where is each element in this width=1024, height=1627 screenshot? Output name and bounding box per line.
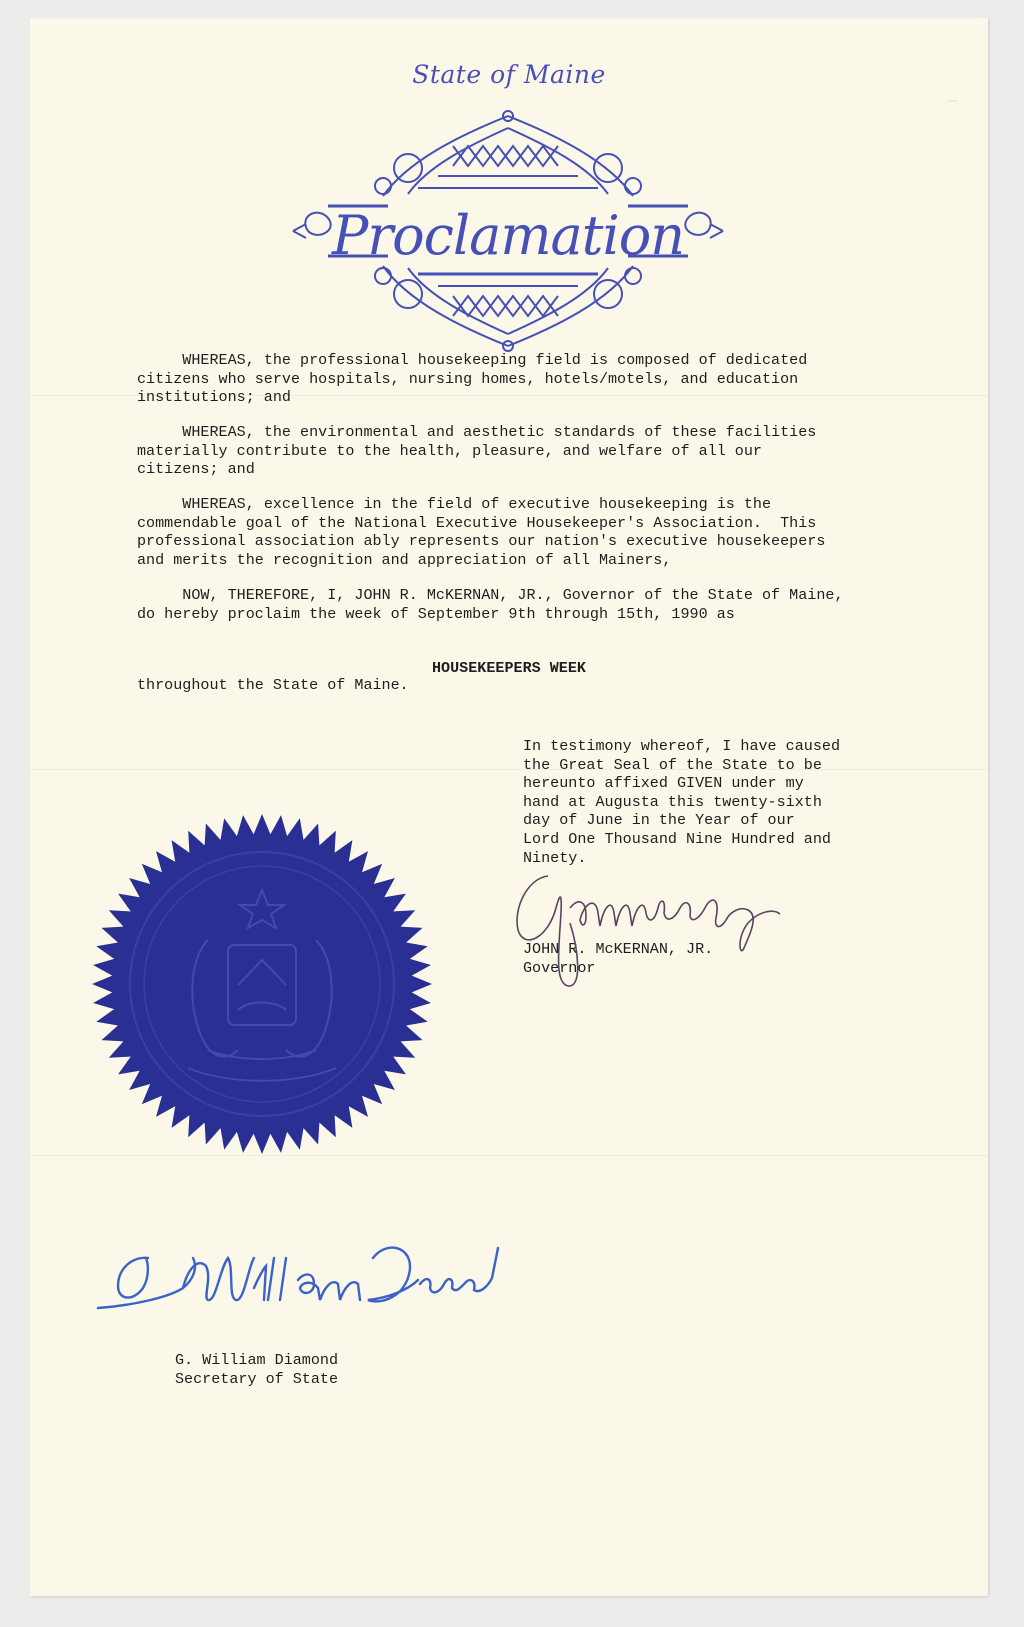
week-title: HOUSEKEEPERS WEEK: [432, 659, 586, 677]
governor-name: JOHN R. McKERNAN, JR.: [523, 940, 714, 958]
margin-mark: |: [946, 98, 957, 105]
state-title: State of Maine: [412, 60, 606, 89]
secretary-name: G. William Diamond: [175, 1351, 339, 1369]
proclamation-word: Proclamation: [331, 204, 685, 267]
secretary-signature: [88, 1228, 508, 1328]
great-seal: [88, 810, 436, 1158]
throughout-line: throughout the State of Maine.: [137, 676, 409, 694]
proclamation-ornament: [288, 106, 728, 356]
whereas-paragraph-2: WHEREAS, the environmental and aesthetic standards of these facilities materially contribute to the health, pleasure, and welfare of all our citizens; and: [137, 423, 817, 479]
whereas-paragraph-1: WHEREAS, the professional housekeeping field is composed of dedicated citizens who serve hospitals, nursing homes, hotels/motels, and education institutions; and: [137, 351, 808, 407]
now-therefore-paragraph: NOW, THEREFORE, I, JOHN R. McKERNAN, JR., Governor of the State of Maine, do hereby proclaim the week of September 9th through 15th, 1990 as: [137, 586, 844, 623]
seal-starburst-icon: [92, 814, 432, 1154]
whereas-paragraph-3: WHEREAS, excellence in the field of executive housekeeping is the commendable goal of the National Executive Housekeeper's Association. This professional association ably represents our nation's executive housekeepers and merits the recognition and appreciation of all Mainers,: [137, 495, 826, 569]
testimony-paragraph: In testimony whereof, I have caused the Great Seal of the State to be hereunto affixed GIVEN under my hand at Augusta this twenty-sixth day of June in the Year of our Lord One Thousand Nine Hundred and Ninety.: [523, 737, 841, 867]
governor-title: Governor: [523, 959, 596, 977]
secretary-title: Secretary of State: [175, 1370, 339, 1388]
governor-signature: [508, 868, 788, 1008]
proclamation-document: [30, 18, 988, 1596]
